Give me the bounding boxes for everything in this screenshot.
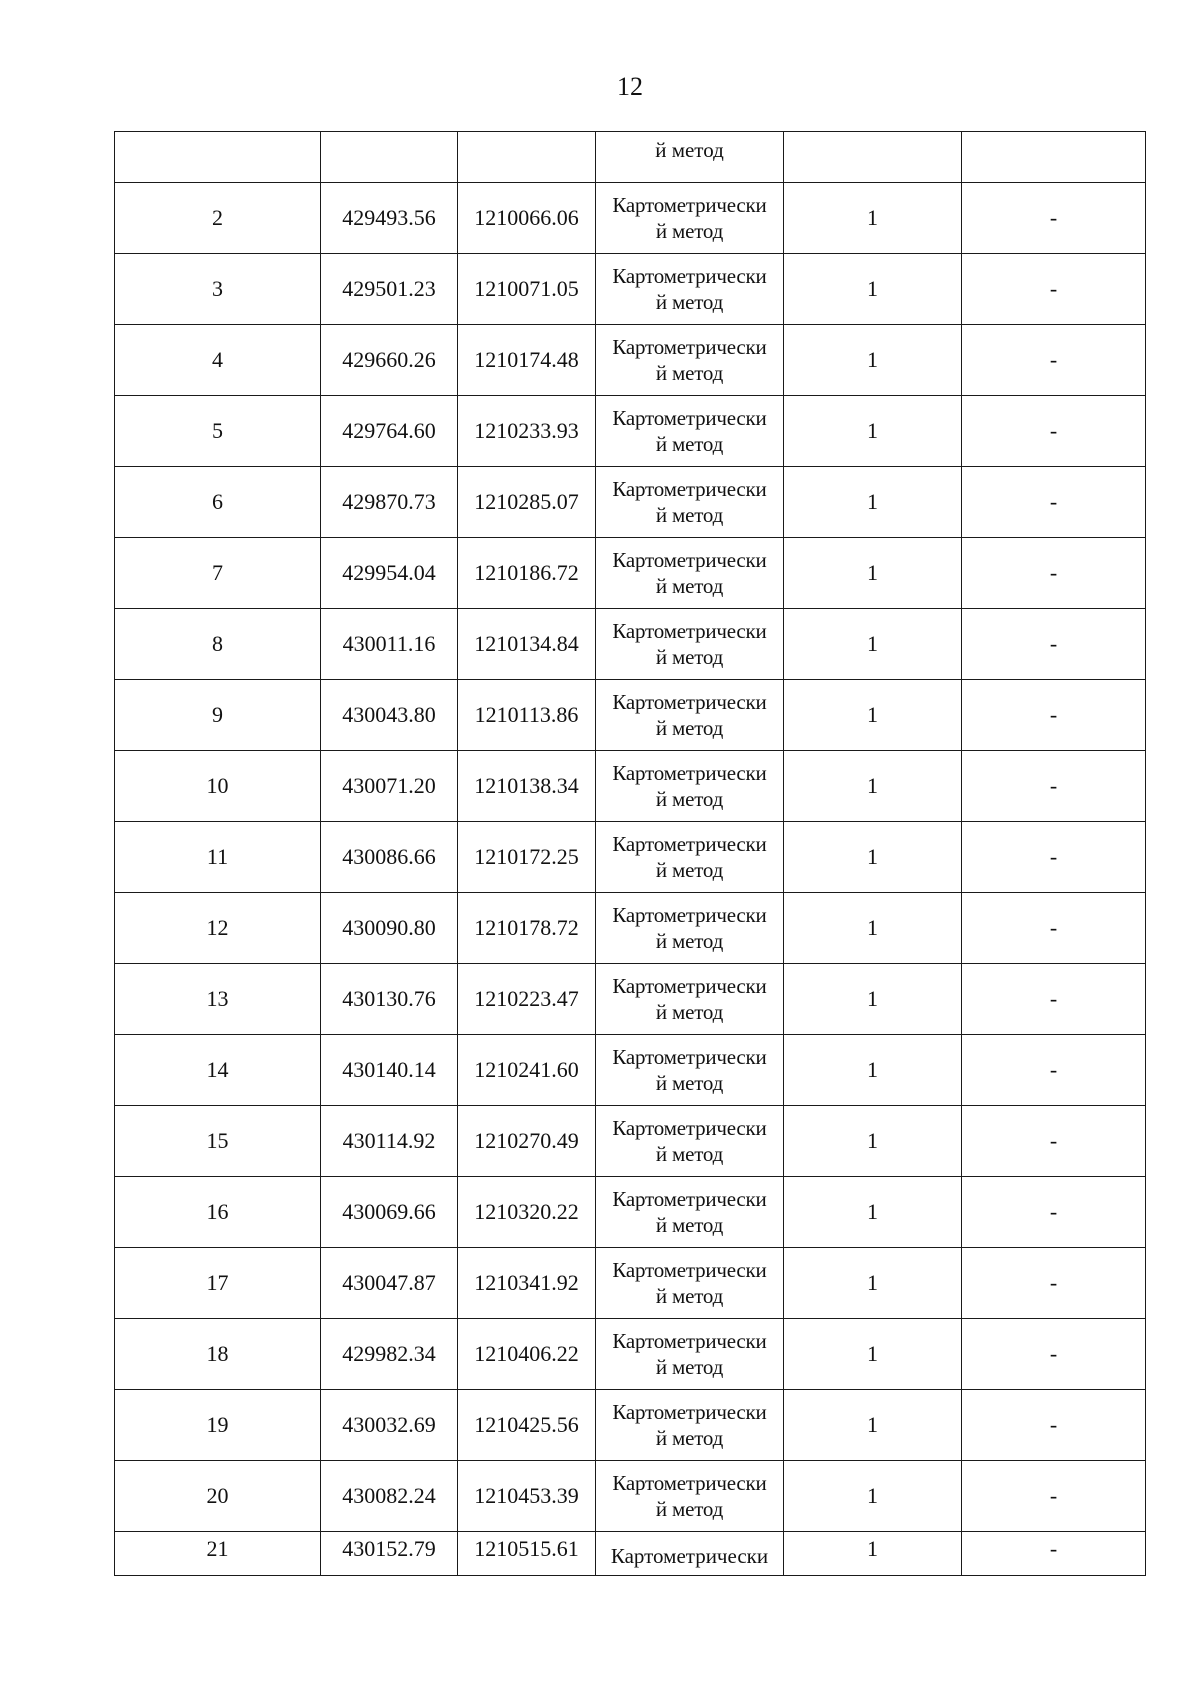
cell-accuracy: 1 — [784, 1319, 962, 1390]
cell-y: 1210186.72 — [458, 538, 596, 609]
cell-point-number: 13 — [115, 964, 321, 1035]
cell-accuracy: 1 — [784, 1248, 962, 1319]
coordinates-table — [114, 131, 1146, 1576]
cell-method: й метод — [596, 132, 784, 183]
method-line-2: й метод — [655, 1213, 724, 1237]
cell-point-number: 2 — [115, 183, 321, 254]
cell-y: 1210134.84 — [458, 609, 596, 680]
cell-accuracy: 1 — [784, 1532, 962, 1576]
cell-accuracy: 1 — [784, 609, 962, 680]
cell-y: 1210066.06 — [458, 183, 596, 254]
cell-y: 1210453.39 — [458, 1461, 596, 1532]
cell-description: - — [962, 1177, 1146, 1248]
cell-y: 1210174.48 — [458, 325, 596, 396]
cell-method — [596, 822, 784, 893]
cell-y: 1210223.47 — [458, 964, 596, 1035]
cell-description: - — [962, 1035, 1146, 1106]
cell-point-number: 14 — [115, 1035, 321, 1106]
cell-y: 1210138.34 — [458, 751, 596, 822]
cell-method — [596, 325, 784, 396]
cell-x: 430082.24 — [321, 1461, 458, 1532]
cell-description: - — [962, 751, 1146, 822]
cell-description: - — [962, 183, 1146, 254]
method-line-1: Картометрически — [612, 761, 767, 785]
table-row — [115, 1106, 1146, 1177]
cell-description: - — [962, 396, 1146, 467]
cell-description: - — [962, 822, 1146, 893]
cell-x: 430140.14 — [321, 1035, 458, 1106]
cell-method — [596, 751, 784, 822]
cell-description: - — [962, 1106, 1146, 1177]
cell-point-number: 21 — [115, 1532, 321, 1576]
method-line-2: й метод — [655, 787, 724, 811]
cell-x: 430152.79 — [321, 1532, 458, 1576]
cell-method — [596, 609, 784, 680]
cell-y: 1210341.92 — [458, 1248, 596, 1319]
cell-point-number: 4 — [115, 325, 321, 396]
cell-accuracy: 1 — [784, 1461, 962, 1532]
cell-point-number: 9 — [115, 680, 321, 751]
method-line-1: Картометрически — [612, 193, 767, 217]
method-line-2: й метод — [655, 1142, 724, 1166]
cell-point-number: 8 — [115, 609, 321, 680]
cell-method — [596, 1248, 784, 1319]
method-line-2: й метод — [655, 858, 724, 882]
cell-accuracy: 1 — [784, 751, 962, 822]
table-row — [115, 183, 1146, 254]
method-line-2: й метод — [655, 432, 724, 456]
cell-method — [596, 1106, 784, 1177]
cell-point-number: 16 — [115, 1177, 321, 1248]
cell-y: 1210285.07 — [458, 467, 596, 538]
method-line-1: Картометрически — [612, 974, 767, 998]
cell-point-number: 18 — [115, 1319, 321, 1390]
cell-accuracy: 1 — [784, 325, 962, 396]
cell-accuracy: 1 — [784, 396, 962, 467]
cell-point-number: 15 — [115, 1106, 321, 1177]
cell-y: 1210113.86 — [458, 680, 596, 751]
cell-method — [596, 893, 784, 964]
cell-x: 429660.26 — [321, 325, 458, 396]
method-line-2: й метод — [655, 290, 724, 314]
cell-point-number: 10 — [115, 751, 321, 822]
method-line-2: й метод — [655, 1497, 724, 1521]
cell-x: 429493.56 — [321, 183, 458, 254]
cell-y: 1210320.22 — [458, 1177, 596, 1248]
method-line-1: Картометрически — [612, 1329, 767, 1353]
cell-accuracy: 1 — [784, 467, 962, 538]
cell-method — [596, 1035, 784, 1106]
table-row — [115, 964, 1146, 1035]
table-row — [115, 680, 1146, 751]
method-line-2: й метод — [655, 929, 724, 953]
cell-x: 430071.20 — [321, 751, 458, 822]
cell-x: 430047.87 — [321, 1248, 458, 1319]
cell-x: 430011.16 — [321, 609, 458, 680]
table-row — [115, 1319, 1146, 1390]
cell-method — [596, 1177, 784, 1248]
cell-method — [596, 964, 784, 1035]
cell-description: - — [962, 609, 1146, 680]
method-line-1: Картометрически — [612, 832, 767, 856]
cell-y: 1210172.25 — [458, 822, 596, 893]
cell-description: - — [962, 1461, 1146, 1532]
cell-accuracy: 1 — [784, 964, 962, 1035]
cell-method — [596, 1319, 784, 1390]
method-line-2: й метод — [655, 1284, 724, 1308]
method-line-2: й метод — [655, 503, 724, 527]
cell-x: 430090.80 — [321, 893, 458, 964]
cell-y — [458, 132, 596, 183]
cell-method — [596, 1390, 784, 1461]
cell-description: - — [962, 893, 1146, 964]
cell-method — [596, 396, 784, 467]
cell-x: 430032.69 — [321, 1390, 458, 1461]
method-line-2: й метод — [655, 361, 724, 385]
cell-y: 1210241.60 — [458, 1035, 596, 1106]
cell-accuracy: 1 — [784, 680, 962, 751]
table-row — [115, 1035, 1146, 1106]
cell-y: 1210071.05 — [458, 254, 596, 325]
method-line-1: Картометрически — [612, 1045, 767, 1069]
cell-x: 429870.73 — [321, 467, 458, 538]
cell-description: - — [962, 325, 1146, 396]
cell-point-number: 5 — [115, 396, 321, 467]
cell-description: - — [962, 1532, 1146, 1576]
cell-x: 429954.04 — [321, 538, 458, 609]
method-line-1: Картометрически — [612, 406, 767, 430]
method-line-1: Картометрически — [612, 619, 767, 643]
cell-y: 1210406.22 — [458, 1319, 596, 1390]
method-line-2: й метод — [655, 219, 724, 243]
method-line-1: Картометрически — [612, 477, 767, 501]
cell-x: 429501.23 — [321, 254, 458, 325]
cell-method — [596, 680, 784, 751]
cell-description: - — [962, 538, 1146, 609]
method-line-1: Картометрически — [612, 1258, 767, 1282]
cell-method — [596, 254, 784, 325]
cell-method — [596, 1461, 784, 1532]
cell-accuracy — [784, 132, 962, 183]
cell-description: - — [962, 1319, 1146, 1390]
cell-point-number: 17 — [115, 1248, 321, 1319]
table-row — [115, 893, 1146, 964]
table-row — [115, 1390, 1146, 1461]
cell-description: - — [962, 680, 1146, 751]
method-line-1: Картометрически — [612, 548, 767, 572]
cell-x: 430130.76 — [321, 964, 458, 1035]
cell-description: - — [962, 1390, 1146, 1461]
method-line-2: й метод — [655, 574, 724, 598]
cell-method — [596, 538, 784, 609]
table-row — [115, 325, 1146, 396]
cell-method: Картометрически — [596, 1532, 784, 1576]
table-row-continued — [115, 132, 1146, 183]
table-row — [115, 1461, 1146, 1532]
cell-accuracy: 1 — [784, 1390, 962, 1461]
cell-point-number: 7 — [115, 538, 321, 609]
method-line-2: й метод — [655, 645, 724, 669]
cell-y: 1210178.72 — [458, 893, 596, 964]
table-row-last — [115, 1532, 1146, 1576]
table-row — [115, 396, 1146, 467]
method-line-1: Картометрически — [612, 1400, 767, 1424]
cell-y: 1210233.93 — [458, 396, 596, 467]
cell-description: - — [962, 1248, 1146, 1319]
table-row — [115, 254, 1146, 325]
method-line-2: й метод — [655, 1426, 724, 1450]
cell-point-number: 11 — [115, 822, 321, 893]
cell-x: 429982.34 — [321, 1319, 458, 1390]
method-line-1: Картометрически — [612, 690, 767, 714]
cell-x: 430043.80 — [321, 680, 458, 751]
method-line-2: й метод — [655, 1071, 724, 1095]
cell-description: - — [962, 254, 1146, 325]
cell-accuracy: 1 — [784, 893, 962, 964]
method-line-2: й метод — [655, 1000, 724, 1024]
table-row — [115, 1177, 1146, 1248]
cell-y: 1210270.49 — [458, 1106, 596, 1177]
table-row — [115, 751, 1146, 822]
cell-point-number: 6 — [115, 467, 321, 538]
method-line-2: й метод — [655, 1355, 724, 1379]
table-row — [115, 609, 1146, 680]
cell-accuracy: 1 — [784, 183, 962, 254]
method-line-1: Картометрически — [612, 335, 767, 359]
cell-x: 430069.66 — [321, 1177, 458, 1248]
cell-accuracy: 1 — [784, 1106, 962, 1177]
cell-method — [596, 183, 784, 254]
method-line-1: Картометрически — [612, 264, 767, 288]
cell-x: 430086.66 — [321, 822, 458, 893]
cell-x — [321, 132, 458, 183]
cell-accuracy: 1 — [784, 1035, 962, 1106]
cell-point-number: 3 — [115, 254, 321, 325]
cell-y: 1210425.56 — [458, 1390, 596, 1461]
cell-description: - — [962, 467, 1146, 538]
method-line-1: Картометрически — [612, 1187, 767, 1211]
cell-accuracy: 1 — [784, 1177, 962, 1248]
cell-x: 430114.92 — [321, 1106, 458, 1177]
cell-accuracy: 1 — [784, 254, 962, 325]
cell-description: - — [962, 964, 1146, 1035]
cell-point-number: 20 — [115, 1461, 321, 1532]
method-line-1: Картометрически — [612, 1116, 767, 1140]
method-line-2: й метод — [655, 716, 724, 740]
table-row — [115, 1248, 1146, 1319]
page-number: 12 — [617, 72, 643, 101]
cell-method — [596, 467, 784, 538]
cell-accuracy: 1 — [784, 538, 962, 609]
table-row — [115, 538, 1146, 609]
table-row — [115, 822, 1146, 893]
cell-point-number — [115, 132, 321, 183]
cell-x: 429764.60 — [321, 396, 458, 467]
cell-y: 1210515.61 — [458, 1532, 596, 1576]
cell-point-number: 12 — [115, 893, 321, 964]
cell-description — [962, 132, 1146, 183]
cell-accuracy: 1 — [784, 822, 962, 893]
method-line-1: Картометрически — [612, 903, 767, 927]
cell-point-number: 19 — [115, 1390, 321, 1461]
table-row — [115, 467, 1146, 538]
method-line-1: Картометрически — [612, 1471, 767, 1495]
